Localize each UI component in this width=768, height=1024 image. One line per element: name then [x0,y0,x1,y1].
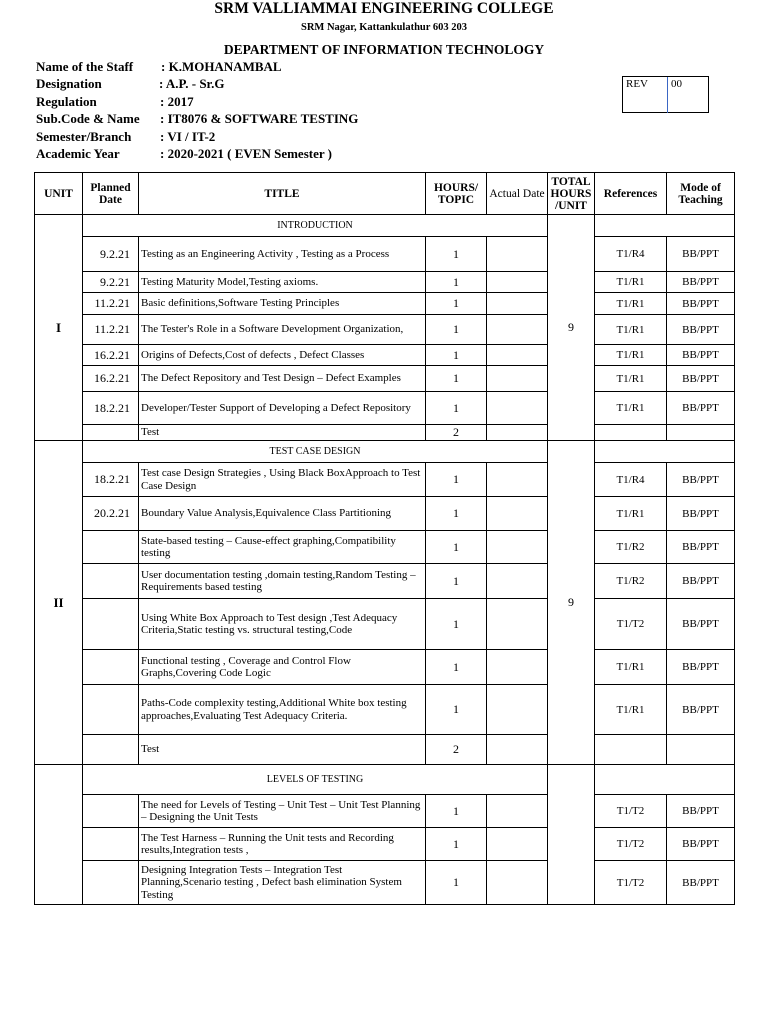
col-references: References [595,173,667,215]
table-row [35,599,735,650]
planned-date: 20.2.21 [83,497,139,531]
unit-total-hours: 9 [548,215,595,441]
topic-hours: 1 [426,861,487,905]
reference: T1/T2 [595,861,667,905]
topic-title: Paths-Code complexity testing,Additional White box testing approaches,Evaluating Test Adequacy Criteria. [139,685,426,735]
planned-date [83,599,139,650]
reference: T1/R1 [595,366,667,392]
table-body [35,215,735,905]
planned-date [83,685,139,735]
planned-date: 16.2.21 [83,366,139,392]
planned-date: 11.2.21 [83,293,139,315]
unit-number: I [35,215,83,441]
teaching-mode: BB/PPT [667,497,735,531]
actual-date [487,735,548,765]
rev-divider [667,77,668,113]
topic-title: User documentation testing ,domain testing,Random Testing – Requirements based testing [139,564,426,599]
college-address: SRM Nagar, Kattankulathur 603 203 [301,22,467,33]
topic-hours: 1 [426,463,487,497]
col-mode: Mode of Teaching [667,173,735,215]
actual-date [487,861,548,905]
reference: T1/T2 [595,795,667,828]
teaching-mode: BB/PPT [667,861,735,905]
planned-date [83,735,139,765]
topic-hours: 2 [426,425,487,441]
revision-box [622,76,709,113]
topic-hours: 1 [426,315,487,345]
teaching-mode: BB/PPT [667,463,735,497]
topic-title: The Defect Repository and Test Design – Defect Examples [139,366,426,392]
info-label: Designation [36,76,102,92]
planned-date [83,564,139,599]
topic-title: The Test Harness – Running the Unit tests and Recording results,Integration tests , [139,828,426,861]
topic-hours: 2 [426,735,487,765]
planned-date: 11.2.21 [83,315,139,345]
topic-hours: 1 [426,392,487,425]
topic-title: Functional testing , Coverage and Control Flow Graphs,Covering Code Logic [139,650,426,685]
teaching-mode: BB/PPT [667,345,735,366]
table-row [35,795,735,828]
unit-total-hours [548,765,595,905]
table-row [35,293,735,315]
table-row [35,497,735,531]
teaching-mode: BB/PPT [667,531,735,564]
info-value: : 2020-2021 ( EVEN Semester ) [160,145,332,161]
actual-date [487,599,548,650]
department-title: DEPARTMENT OF INFORMATION TECHNOLOGY [223,42,545,57]
topic-title: Developer/Tester Support of Developing a Defect Repository [139,392,426,425]
topic-hours: 1 [426,272,487,293]
reference: T1/R2 [595,564,667,599]
topic-hours: 1 [426,650,487,685]
topic-title: Test [139,425,426,441]
reference: T1/R4 [595,237,667,272]
topic-title: The need for Levels of Testing – Unit Test – Unit Test Planning – Designing the Unit Tests [139,795,426,828]
topic-hours: 1 [426,685,487,735]
teaching-mode [667,735,735,765]
section-blank [595,215,735,237]
teaching-mode: BB/PPT [667,828,735,861]
table-row [35,564,735,599]
table-row [35,425,735,441]
planned-date: 18.2.21 [83,392,139,425]
actual-date [487,685,548,735]
actual-date [487,564,548,599]
unit-number: II [35,441,83,765]
teaching-mode: BB/PPT [667,315,735,345]
col-total-hours: TOTAL HOURS /UNIT [548,173,595,215]
reference: T1/R1 [595,392,667,425]
teaching-mode: BB/PPT [667,366,735,392]
table-row [35,272,735,293]
teaching-mode: BB/PPT [667,392,735,425]
section-header-row [35,765,735,795]
table-row [35,685,735,735]
topic-title: The Tester's Role in a Software Development Organization, [139,315,426,345]
rev-value: 00 [671,78,682,90]
actual-date [487,531,548,564]
teaching-mode: BB/PPT [667,564,735,599]
planned-date [83,531,139,564]
teaching-mode: BB/PPT [667,795,735,828]
info-value: : IT8076 & SOFTWARE TESTING [160,111,359,127]
info-label: Sub.Code & Name [36,111,140,127]
info-value: : 2017 [160,93,194,109]
actual-date [487,237,548,272]
section-header-row [35,215,735,237]
planned-date: 16.2.21 [83,345,139,366]
table-row [35,531,735,564]
section-blank [595,765,735,795]
info-label: Regulation [36,93,97,109]
actual-date [487,272,548,293]
topic-title: Boundary Value Analysis,Equivalence Class Partitioning [139,497,426,531]
topic-hours: 1 [426,564,487,599]
reference: T1/R4 [595,463,667,497]
table-row [35,463,735,497]
topic-title: Origins of Defects,Cost of defects , Defect Classes [139,345,426,366]
reference [595,425,667,441]
topic-hours: 1 [426,531,487,564]
teaching-mode [667,425,735,441]
topic-hours: 1 [426,828,487,861]
section-title: LEVELS OF TESTING [83,765,548,795]
teaching-mode: BB/PPT [667,293,735,315]
reference: T1/R1 [595,293,667,315]
table-row [35,650,735,685]
rev-label: REV [626,78,648,90]
section-title: TEST CASE DESIGN [83,441,548,463]
table-row [35,392,735,425]
table-row [35,861,735,905]
lesson-plan-table [34,172,735,905]
actual-date [487,366,548,392]
topic-title: Testing Maturity Model,Testing axioms. [139,272,426,293]
reference [595,735,667,765]
unit-number [35,765,83,905]
topic-title: Using White Box Approach to Test design ,Test Adequacy Criteria,Static testing vs. structural testing,Code [139,599,426,650]
planned-date [83,795,139,828]
teaching-mode: BB/PPT [667,237,735,272]
col-actual-date: Actual Date [487,173,548,215]
planned-date [83,828,139,861]
table-row [35,315,735,345]
info-label: Academic Year [36,145,120,161]
topic-hours: 1 [426,293,487,315]
topic-title: Testing as an Engineering Activity , Testing as a Process [139,237,426,272]
reference: T1/R1 [595,497,667,531]
teaching-mode: BB/PPT [667,599,735,650]
actual-date [487,315,548,345]
reference: T1/T2 [595,599,667,650]
topic-title: Basic definitions,Software Testing Principles [139,293,426,315]
teaching-mode: BB/PPT [667,650,735,685]
topic-hours: 1 [426,497,487,531]
topic-title: State-based testing – Cause-effect graphing,Compatibility testing [139,531,426,564]
table-row [35,366,735,392]
section-title: INTRODUCTION [83,215,548,237]
section-header-row [35,441,735,463]
col-planned-date: Planned Date [83,173,139,215]
actual-date [487,345,548,366]
col-title: TITLE [139,173,426,215]
topic-title: Test case Design Strategies , Using Black BoxApproach to Test Case Design [139,463,426,497]
reference: T1/R2 [595,531,667,564]
table-row [35,828,735,861]
info-label: Name of the Staff [36,59,134,74]
col-hours: HOURS/ TOPIC [426,173,487,215]
reference: T1/R1 [595,685,667,735]
actual-date [487,795,548,828]
planned-date [83,650,139,685]
info-value: : VI / IT-2 [160,128,216,144]
info-label: Semester/Branch [36,128,132,144]
actual-date [487,392,548,425]
info-value: : K.MOHANAMBAL [161,59,282,74]
actual-date [487,497,548,531]
reference: T1/R1 [595,315,667,345]
actual-date [487,425,548,441]
table-row [35,735,735,765]
section-blank [595,441,735,463]
table-row [35,237,735,272]
teaching-mode: BB/PPT [667,685,735,735]
reference: T1/R1 [595,345,667,366]
table-row [35,345,735,366]
reference: T1/T2 [595,828,667,861]
planned-date [83,425,139,441]
planned-date [83,861,139,905]
topic-hours: 1 [426,345,487,366]
topic-hours: 1 [426,237,487,272]
reference: T1/R1 [595,272,667,293]
topic-hours: 1 [426,366,487,392]
table-header-row [35,173,735,215]
topic-title: Test [139,735,426,765]
actual-date [487,463,548,497]
college-name: SRM VALLIAMMAI ENGINEERING COLLEGE [214,0,554,17]
actual-date [487,293,548,315]
topic-hours: 1 [426,795,487,828]
info-value: : A.P. - Sr.G [159,76,225,92]
reference: T1/R1 [595,650,667,685]
actual-date [487,650,548,685]
topic-hours: 1 [426,599,487,650]
unit-total-hours: 9 [548,441,595,765]
planned-date: 9.2.21 [83,272,139,293]
actual-date [487,828,548,861]
topic-title: Designing Integration Tests – Integration Test Planning,Scenario testing , Defect bash elimination System Testing [139,861,426,905]
planned-date: 18.2.21 [83,463,139,497]
col-unit: UNIT [35,173,83,215]
planned-date: 9.2.21 [83,237,139,272]
teaching-mode: BB/PPT [667,272,735,293]
